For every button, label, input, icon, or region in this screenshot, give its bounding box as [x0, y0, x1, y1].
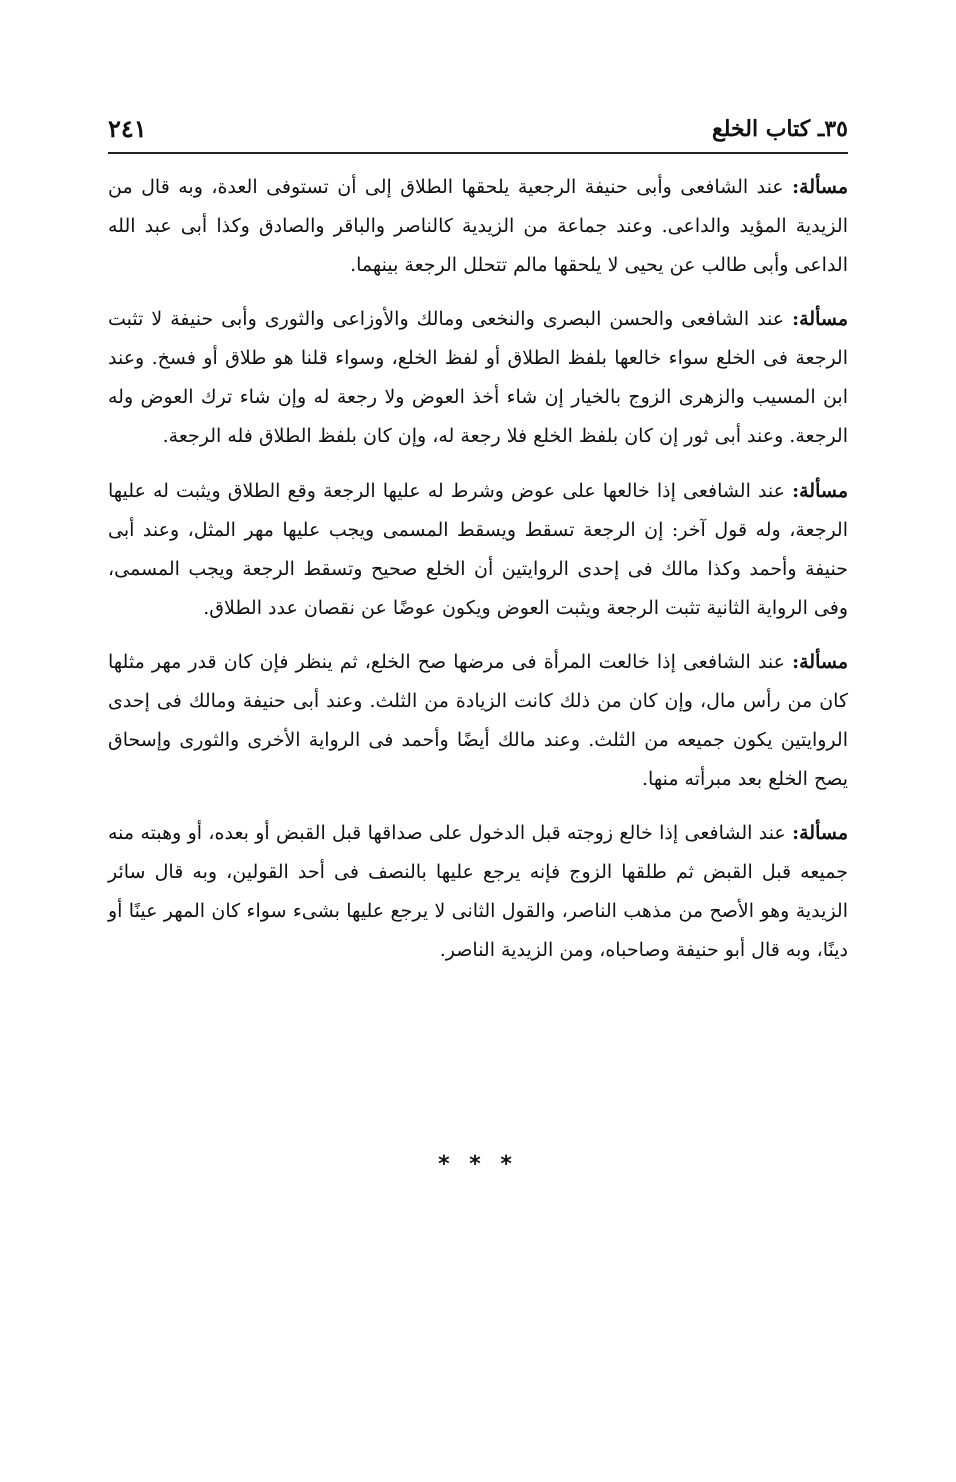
chapter-title: ٣٥ـ كتاب الخلع [712, 116, 848, 142]
paragraph-2 [108, 300, 848, 456]
paragraph-4 [108, 643, 848, 799]
paragraph-text: عند الشافعى إذا خالع زوجته قبل الدخول على صداقها قبل القبض أو بعده، أو وهبته منه جميعه قبل القبض ثم طلقها الزوج فإنه يرجع عليها بالنصف فى أحد القولين، وبه قال سائر الزيدية وهو الأصح من مذهب الناصر، والقول الثانى لا يرجع عليها بشىء سواء كان المهر عينًا أو دينًا، وبه قال أبو حنيفة وصاحباه، ومن الزيدية الناصر. [108, 822, 848, 961]
paragraph-lead: مسألة: [792, 308, 848, 330]
paragraph-1 [108, 168, 848, 285]
paragraph-lead: مسألة: [792, 480, 848, 502]
page-body [108, 168, 848, 985]
paragraph-lead: مسألة: [792, 822, 848, 844]
paragraph-lead: مسألة: [792, 651, 848, 673]
section-separator: * * * [438, 1152, 518, 1177]
paragraph-text: عند الشافعى إذا خالعت المرأة فى مرضها صح الخلع، ثم ينظر فإن كان قدر مهر مثلها كان من رأس مال، وإن كان من ذلك كانت الزيادة من الثلث. وعند أبى حنيفة ومالك فى إحدى الروايتين يكون جميعه من الثلث. وعند مالك أيضًا وأحمد فى الرواية الأخرى والثورى وإسحاق يصح الخلع بعد مبرأته منها. [108, 651, 848, 790]
page-number: ٢٤١ [108, 114, 147, 143]
header-divider [108, 152, 848, 154]
page-header [108, 112, 848, 150]
paragraph-5 [108, 814, 848, 970]
paragraph-text: عند الشافعى والحسن البصرى والنخعى ومالك والأوزاعى والثورى وأبى حنيفة لا تثبت الرجعة فى الخلع سواء خالعها بلفظ الطلاق أو لفظ الخلع، وسواء قلنا هو طلاق أو فسخ. وعند ابن المسيب والزهرى الزوج بالخيار إن شاء أخذ العوض ولا رجعة له وإن شاء ترك العوض وله الرجعة. وعند أبى ثور إن كان بلفظ الخلع فلا رجعة له، وإن كان بلفظ الطلاق فله الرجعة. [108, 308, 848, 447]
paragraph-3 [108, 472, 848, 628]
paragraph-text: عند الشافعى إذا خالعها على عوض وشرط له عليها الرجعة وقع الطلاق ويثبت له عليها الرجعة، وله قول آخر: إن الرجعة تسقط ويسقط المسمى ويجب عليها مهر المثل، وعند أبى حنيفة وأحمد وكذا مالك فى إحدى الروايتين أن الخلع صحيح وتسقط الرجعة ويجب المسمى، وفى الرواية الثانية تثبت الرجعة ويثبت العوض ويكون عوضًا عن نقصان عدد الطلاق. [108, 480, 848, 619]
paragraph-lead: مسألة: [792, 176, 848, 198]
paragraph-text: عند الشافعى وأبى حنيفة الرجعية يلحقها الطلاق إلى أن تستوفى العدة، وبه قال من الزيدية المؤيد والداعى. وعند جماعة من الزيدية كالناصر والباقر والصادق وكذا أبى عبد الله الداعى وأبى طالب عن يحيى لا يلحقها مالم تتحلل الرجعة بينهما. [108, 176, 848, 276]
